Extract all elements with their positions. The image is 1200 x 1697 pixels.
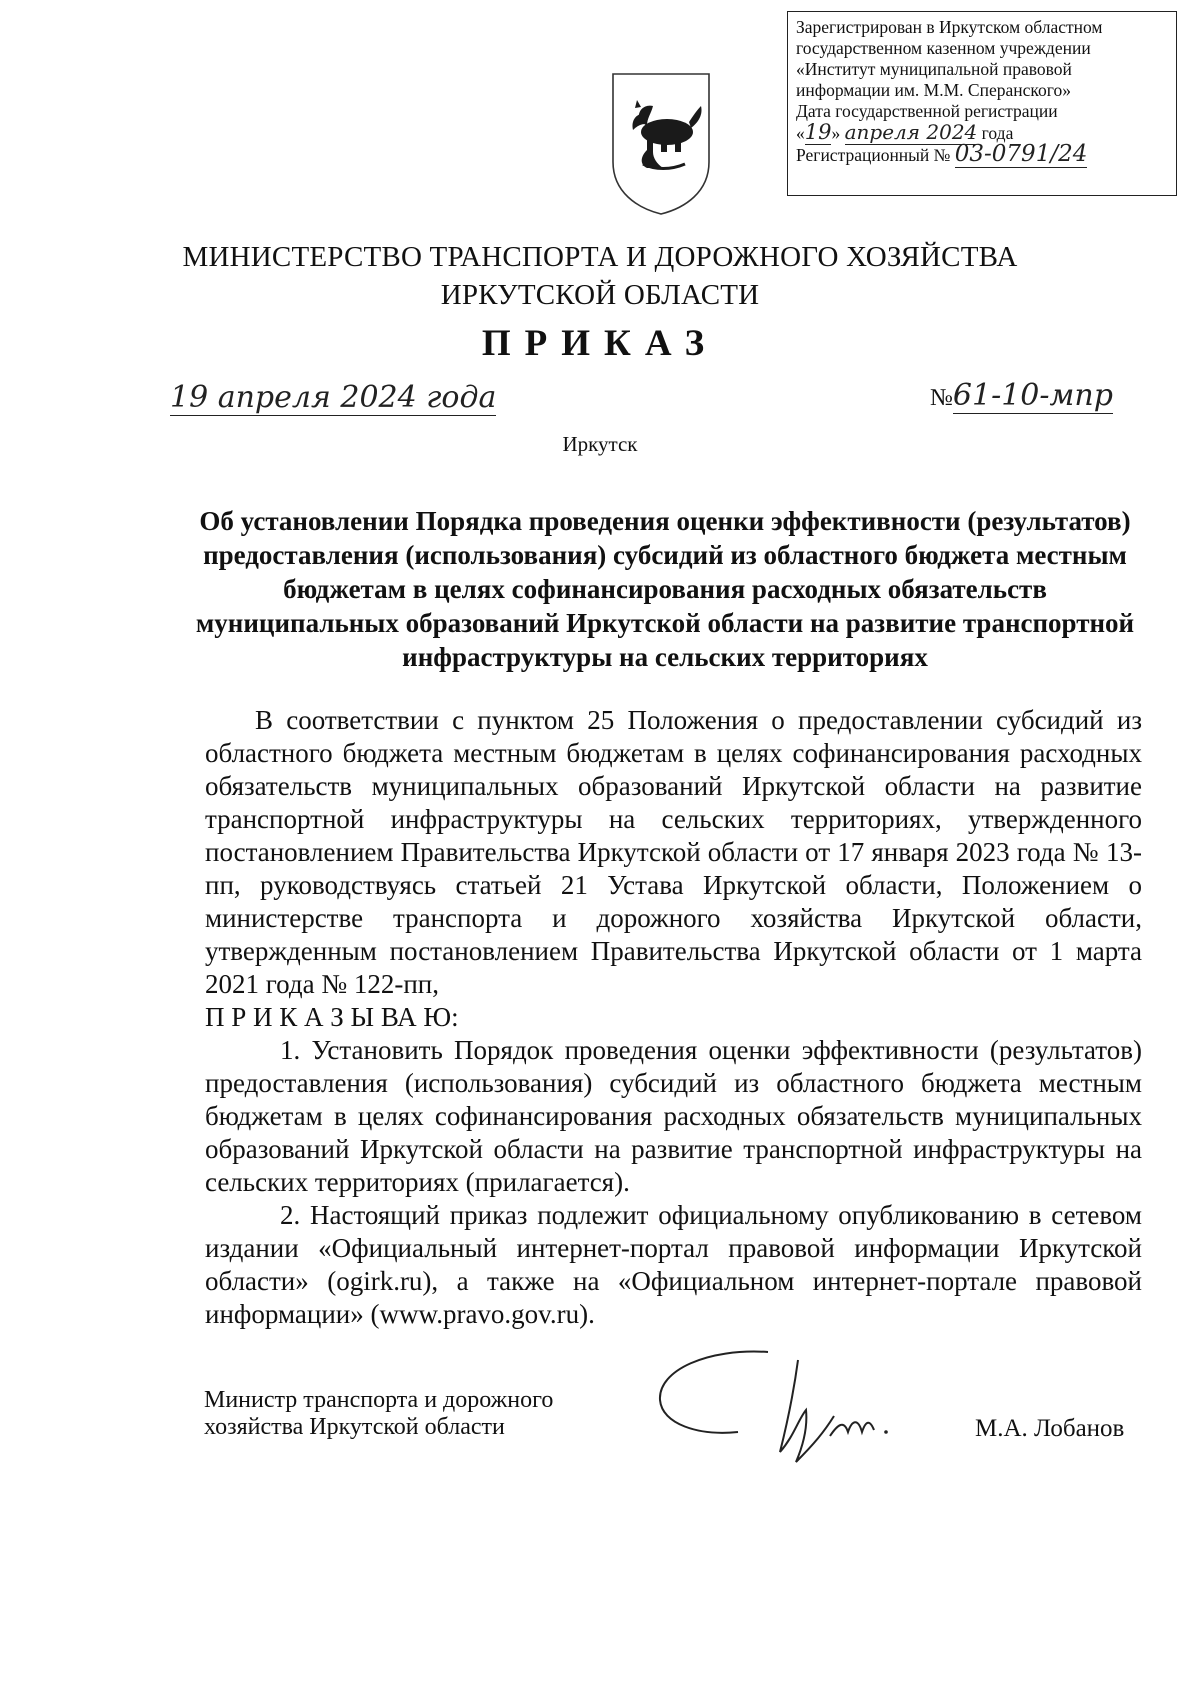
stamp-registration-number: Регистрационный № 03-0791/24 <box>796 141 1088 167</box>
stamp-line: «Институт муниципальной правовой <box>796 59 1072 79</box>
order-number <box>930 378 1113 413</box>
stamp-line: информации им. М.М. Сперанского» <box>796 80 1071 100</box>
signatory-name: М.А. Лобанов <box>975 1415 1125 1442</box>
stamp-date-day: 19 <box>804 120 832 144</box>
item-1: 1. Установить Порядок проведения оценки эффективности (результатов) предоставления (использования) субсидий из областного бюджета местным бюджетам в целях софинансирования расходных обязательств муниципальных образований Иркутской области на развитие транспортной инфраструктуры на сельских территориях (прилагается). <box>205 1035 1142 1197</box>
preamble: В соответствии с пунктом 25 Положения о предоставлении субсидий из областного бюджета местным бюджетам в целях софинансирования расходных обязательств муниципальных образований Иркутской области на развитие транспортной инфраструктуры на сельских территориях, утвержденного постановлением Правительства Иркутской области от 17 января 2023 года № 13-пп, руководствуясь статьей 21 Устава Иркутской области, Положением о министерстве транспорта и дорожного хозяйства Иркутской области, утвержденным постановлением Правительства Иркутской области от 1 марта 2021 года № 122-пп, <box>205 705 1142 999</box>
document-title: Об установлении Порядка проведения оценки эффективности (результатов) предоставления (использования) субсидий из областного бюджета местным бюджетам в целях софинансирования расходных обязательств муниципальных образований Иркутской области на развитие транспортной инфраструктуры на сельских территориях <box>195 506 1135 672</box>
ministry-line-2: ИРКУТСКОЙ ОБЛАСТИ <box>440 279 760 311</box>
number-label: № <box>930 385 953 411</box>
handwritten-number: 61-10-мпр <box>952 378 1113 413</box>
ministry-heading <box>100 238 1100 314</box>
stamp-date-month: апреля 2024 <box>844 120 978 144</box>
coat-of-arms-icon <box>607 70 715 216</box>
handwritten-signature <box>648 1340 948 1470</box>
ministry-line-1: МИНИСТЕРСТВО ТРАНСПОРТА И ДОРОЖНОГО ХОЗЯЙСТВА <box>182 241 1018 273</box>
stamp-registration-date: «19» апреля 2024 года <box>796 120 1014 144</box>
stamp-line: Дата государственной регистрации <box>796 101 1058 121</box>
handwritten-date: 19 апреля 2024 года <box>170 380 497 415</box>
signatory-position: Министр транспорта и дорожного хозяйства Иркутской области <box>204 1387 554 1440</box>
registration-stamp <box>787 11 1177 196</box>
document-body <box>205 704 1142 1331</box>
stamp-line: Зарегистрирован в Иркутском областном <box>796 17 1103 37</box>
city: Иркутск <box>562 432 638 456</box>
order-word: П Р И К А З Ы ВА Ю: <box>205 1002 459 1032</box>
document-type: ПРИКАЗ <box>481 323 719 364</box>
item-2: 2. Настоящий приказ подлежит официальному опубликованию в сетевом издании «Официальный интернет-портал правовой информации Иркутской области» (ogirk.ru), а также на «Официальном интернет-портале правовой информации» (www.pravo.gov.ru). <box>205 1200 1142 1329</box>
stamp-line: государственном казенном учреждении <box>796 38 1091 58</box>
stamp-reg-number: 03-0791/24 <box>954 141 1088 167</box>
